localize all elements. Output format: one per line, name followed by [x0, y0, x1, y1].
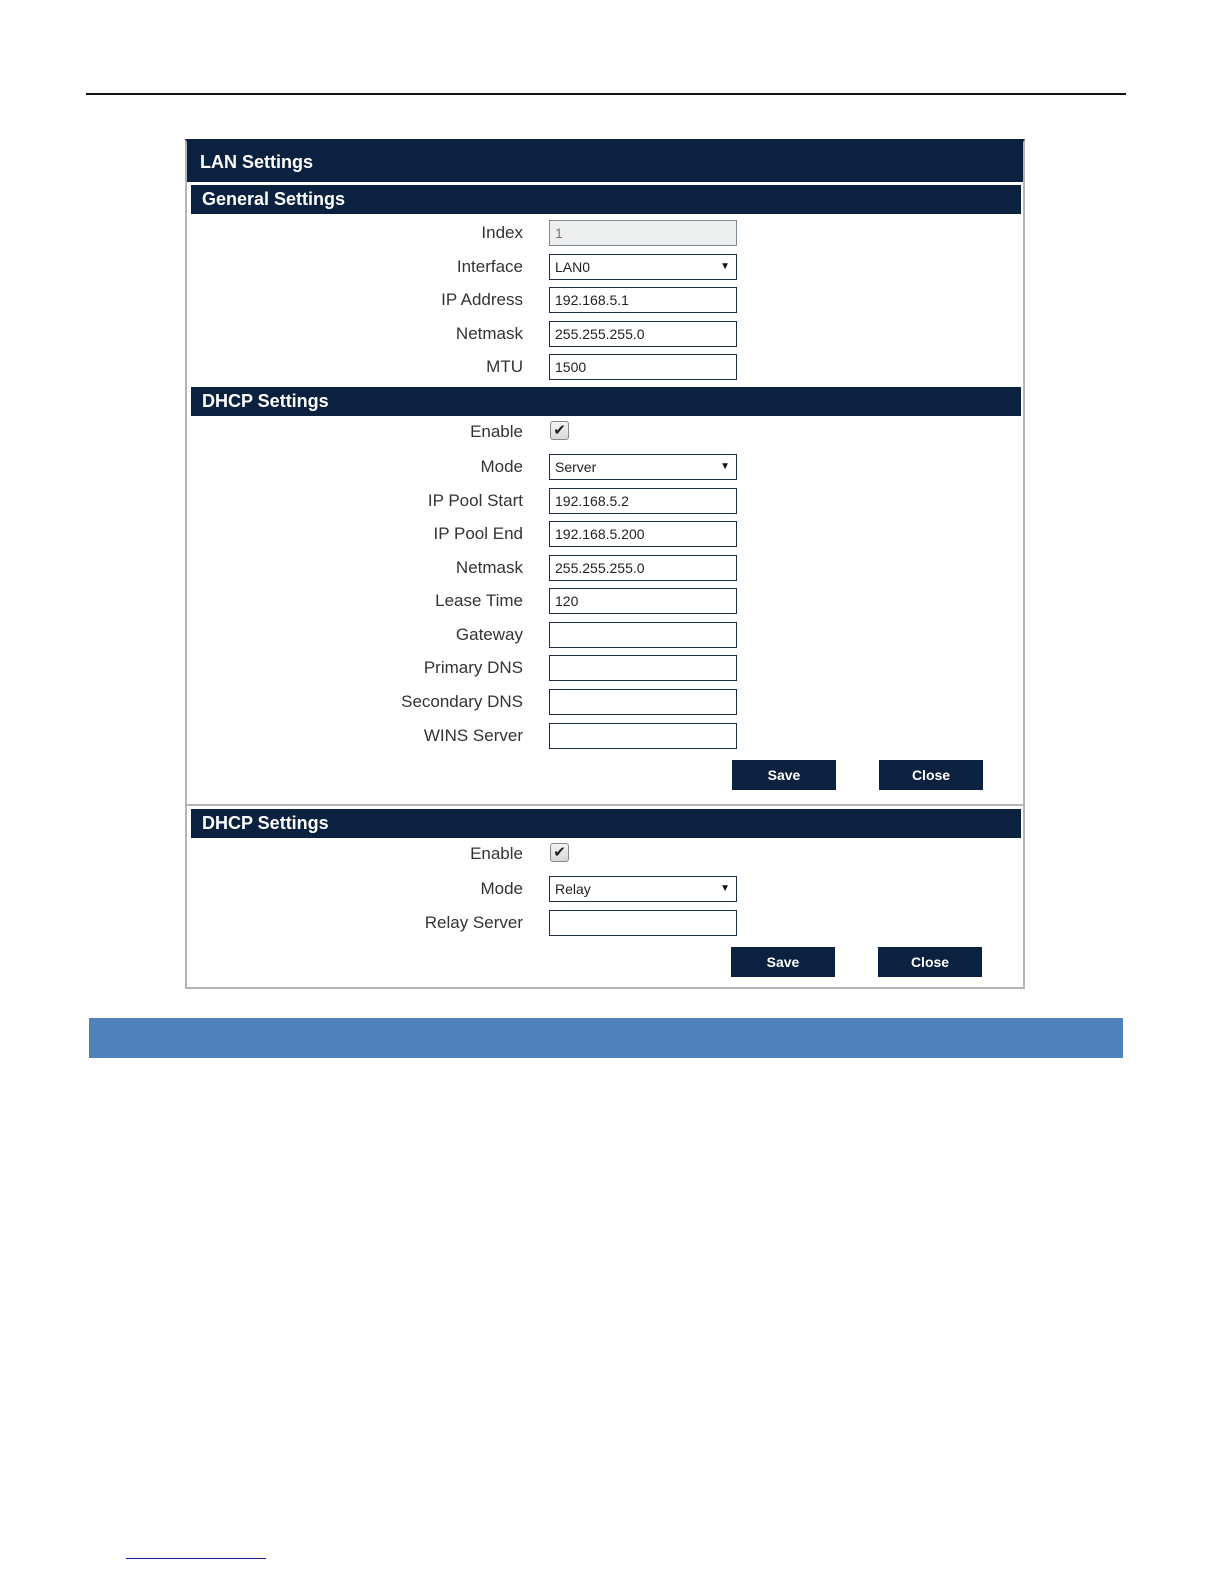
section-divider — [187, 804, 1023, 806]
relay-server-label: Relay Server — [424, 913, 523, 932]
wins-server-input[interactable] — [549, 723, 737, 749]
primary-dns-input[interactable] — [549, 655, 737, 681]
lease-time-input[interactable]: 120 — [549, 588, 737, 614]
netmask-row — [187, 320, 1023, 348]
gateway-row — [187, 621, 1023, 649]
section-heading-band — [89, 1018, 1123, 1058]
dhcp-enable-row — [187, 418, 1023, 446]
relay-close-button[interactable]: Close — [878, 947, 982, 977]
check-icon: ✔ — [553, 844, 566, 861]
secondary-dns-label: Secondary DNS — [401, 692, 523, 711]
index-input: 1 — [549, 220, 737, 246]
pool-end-label: IP Pool End — [433, 524, 523, 543]
interface-label: Interface — [456, 257, 523, 276]
panel-title: LAN Settings — [187, 142, 1023, 182]
general-settings-header: General Settings — [191, 185, 1021, 214]
interface-row — [187, 253, 1023, 281]
dhcp-mode-select[interactable] — [549, 454, 737, 480]
dhcp-netmask-input[interactable]: 255.255.255.0 — [549, 555, 737, 581]
relay-mode-label: Mode — [480, 879, 523, 898]
pool-start-input[interactable]: 192.168.5.2 — [549, 488, 737, 514]
lease-time-label: Lease Time — [435, 591, 523, 610]
pool-start-row — [187, 487, 1023, 515]
dhcp-enable-checkbox[interactable] — [550, 421, 569, 440]
lan-settings-panel — [185, 139, 1025, 989]
interface-select[interactable] — [549, 254, 737, 280]
check-icon: ✔ — [553, 422, 566, 439]
dhcp-enable-label: Enable — [470, 422, 523, 441]
netmask-input[interactable]: 255.255.255.0 — [549, 321, 737, 347]
caret-down-icon: ▼ — [720, 261, 730, 272]
relay-server-row — [187, 909, 1023, 937]
mtu-row — [187, 353, 1023, 381]
ip-address-row — [187, 286, 1023, 314]
dhcp-mode-row — [187, 453, 1023, 481]
relay-mode-select[interactable] — [549, 876, 737, 902]
index-row — [187, 219, 1023, 247]
footnote-separator — [126, 1558, 266, 1559]
relay-enable-label: Enable — [470, 844, 523, 863]
secondary-dns-input[interactable] — [549, 689, 737, 715]
dhcp-relay-settings-header: DHCP Settings — [191, 809, 1021, 838]
index-label: Index — [481, 223, 523, 242]
caret-down-icon: ▼ — [720, 883, 730, 894]
mtu-input[interactable]: 1500 — [549, 354, 737, 380]
relay-mode-row — [187, 875, 1023, 903]
interface-select-value: LAN0 — [555, 259, 591, 275]
primary-dns-label: Primary DNS — [423, 658, 523, 677]
dhcp-settings-header: DHCP Settings — [191, 387, 1021, 416]
page-header-rule — [86, 93, 1126, 95]
wins-server-label: WINS Server — [423, 726, 523, 745]
wins-server-row — [187, 722, 1023, 750]
gateway-input[interactable] — [549, 622, 737, 648]
gateway-label: Gateway — [455, 625, 523, 644]
save-button[interactable]: Save — [732, 760, 836, 790]
dhcp-mode-value: Server — [555, 459, 597, 475]
relay-enable-row — [187, 840, 1023, 868]
pool-end-input[interactable]: 192.168.5.200 — [549, 521, 737, 547]
mtu-label: MTU — [486, 357, 523, 376]
netmask-label: Netmask — [455, 324, 523, 343]
dhcp-netmask-label: Netmask — [455, 558, 523, 577]
ip-address-input[interactable]: 192.168.5.1 — [549, 287, 737, 313]
dhcp-netmask-row — [187, 554, 1023, 582]
caret-down-icon: ▼ — [720, 461, 730, 472]
ip-address-label: IP Address — [441, 290, 523, 309]
relay-enable-checkbox[interactable] — [550, 843, 569, 862]
close-button[interactable]: Close — [879, 760, 983, 790]
secondary-dns-row — [187, 688, 1023, 716]
dhcp-mode-label: Mode — [480, 457, 523, 476]
primary-dns-row — [187, 654, 1023, 682]
pool-start-label: IP Pool Start — [427, 491, 523, 510]
pool-end-row — [187, 520, 1023, 548]
relay-mode-value: Relay — [555, 881, 591, 897]
relay-server-input[interactable] — [549, 910, 737, 936]
relay-save-button[interactable]: Save — [731, 947, 835, 977]
lease-time-row — [187, 587, 1023, 615]
